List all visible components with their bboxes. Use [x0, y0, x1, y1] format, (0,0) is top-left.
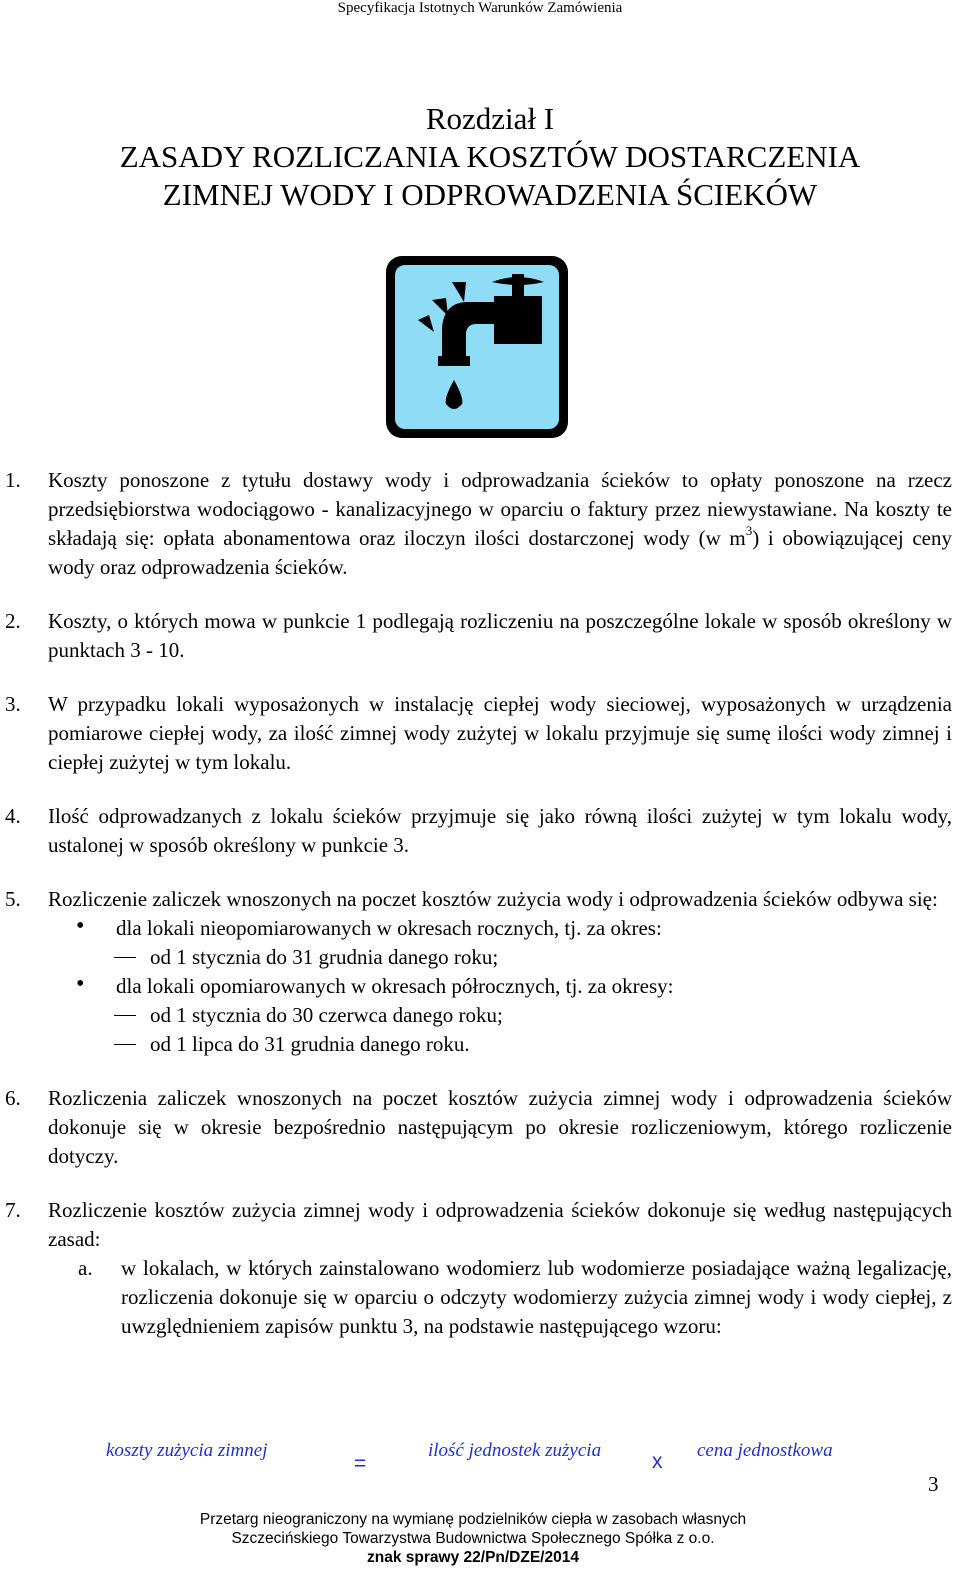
- formula: [0, 1440, 960, 1480]
- item-text: Koszty, o których mowa w punkcie 1 podlegają rozliczeniu na poszczególne lokale w sposób określony w punktach 3 - 10.: [48, 609, 952, 662]
- list-item: [0, 802, 960, 860]
- list-item: [0, 690, 960, 777]
- water-tap-icon: [382, 252, 572, 442]
- list-item: [0, 466, 960, 582]
- dash-list: [116, 943, 952, 972]
- formula-units: ilość jednostek zużycia: [428, 1440, 602, 1461]
- item-text: Rozliczenia zaliczek wnoszonych na poczet kosztów zużycia zimnej wody i odprowadzenia ścieków dokonuje się w okresie bezpośrednio następującym po okresie rozliczeniowym, którego rozliczenie dotyczy.: [48, 1086, 952, 1168]
- bullet-item: • dla lokali opomiarowanych w okresach półrocznych, tj. za okresy: od 1 stycznia do 30 czerwca danego roku; od 1 lipca do 31 grudnia danego roku.: [48, 972, 952, 1059]
- item-text: Rozliczenie kosztów zużycia zimnej wody i odprowadzenia ścieków dokonuje się według następujących zasad:: [48, 1198, 952, 1251]
- chapter-title: [0, 100, 960, 214]
- chapter-number: Rozdział I: [425, 101, 555, 136]
- formula-cost: koszty zużycia zimnej: [106, 1440, 268, 1461]
- chapter-heading-line-2: ZIMNEJ WODY I ODPROWADZENIA ŚCIEKÓW: [162, 177, 818, 212]
- item-text: Koszty ponoszone z tytułu dostawy wody i odprowadzania ścieków to opłaty ponoszone na rzecz przedsiębiorstwa wodociągowo - kanalizacyjnego w oparciu o faktury przez niewystawiane. Na koszty te składają się: opłata abonamentowa oraz iloczyn ilości dostarczonej wody (w $m^3$) i obowiązującej ceny wody oraz odprowadzenia ścieków.: [48, 468, 952, 579]
- footer-line-2: Szczecińskiego Towarzystwa Budownictwa Społecznego Spółka z o.o.: [231, 1530, 715, 1547]
- item-number: 5.: [5, 887, 21, 911]
- item-number: 3.: [5, 692, 21, 716]
- item-text: W przypadku lokali wyposażonych w instalację ciepłej wody sieciowej, wyposażonych w urządzenia pomiarowe ciepłej wody, za ilość zimnej wody zużytej w lokalu przyjmuje się sumę ilości wody zimnej i ciepłej zużytej w tym lokalu.: [48, 692, 952, 774]
- dash-item: od 1 stycznia do 30 czerwca danego roku;: [48, 1001, 952, 1030]
- item-text: Rozliczenie zaliczek wnoszonych na poczet kosztów zużycia wody i odprowadzenia ścieków odbywa się:: [48, 887, 938, 911]
- list-item: [0, 1084, 960, 1171]
- document-body: [0, 466, 960, 1366]
- bullet-list: [48, 914, 952, 1059]
- sub-item: [48, 1254, 952, 1341]
- item-number: 4.: [5, 804, 21, 828]
- formula-equals: =: [354, 1452, 367, 1475]
- dash-list: [116, 1001, 952, 1059]
- footer-line-1: Przetarg nieograniczony na wymianę podzielników ciepła w zasobach własnych: [199, 1511, 747, 1528]
- document-footer: [0, 1510, 946, 1567]
- item-number: 2.: [5, 609, 21, 633]
- page-number: 3: [928, 1472, 939, 1496]
- formula-unit-price: cena jednostkowa: [697, 1440, 833, 1461]
- document-header: Specyfikacja Istotnych Warunków Zamówienia: [337, 0, 623, 16]
- dash-item: od 1 lipca do 31 grudnia danego roku.: [48, 1030, 952, 1059]
- list-item: [0, 885, 960, 1059]
- sub-item-letter: a.: [78, 1256, 93, 1280]
- dash-item: od 1 stycznia do 31 grudnia danego roku;: [48, 943, 952, 972]
- formula-times: x: [652, 1450, 663, 1473]
- bullet-item: • dla lokali nieopomiarowanych w okresach rocznych, tj. za okres: od 1 stycznia do 31 grudnia danego roku;: [48, 914, 952, 972]
- footer-case-number: znak sprawy 22/Pn/DZE/2014: [367, 1549, 579, 1566]
- chapter-heading-line-1: ZASADY ROZLICZANIA KOSZTÓW DOSTARCZENIA: [119, 139, 861, 174]
- list-item: [0, 607, 960, 665]
- item-number: 6.: [5, 1086, 21, 1110]
- sub-item-text: w lokalach, w których zainstalowano wodomierz lub wodomierze posiadające ważną legalizację, rozliczenia dokonuje się w oparciu o odczyty wodomierzy zużycia zimnej wody i wody ciepłej, z uwzględnieniem zapisów punktu 3, na podstawie następującego wzoru:: [121, 1256, 952, 1338]
- item-number: 7.: [5, 1198, 21, 1222]
- list-item: [0, 1196, 960, 1341]
- item-text: Ilość odprowadzanych z lokalu ścieków przyjmuje się jako równą ilości zużytej w tym lokalu wody, ustalonej w sposób określony w punkcie 3.: [48, 804, 952, 857]
- item-number: 1.: [5, 468, 21, 492]
